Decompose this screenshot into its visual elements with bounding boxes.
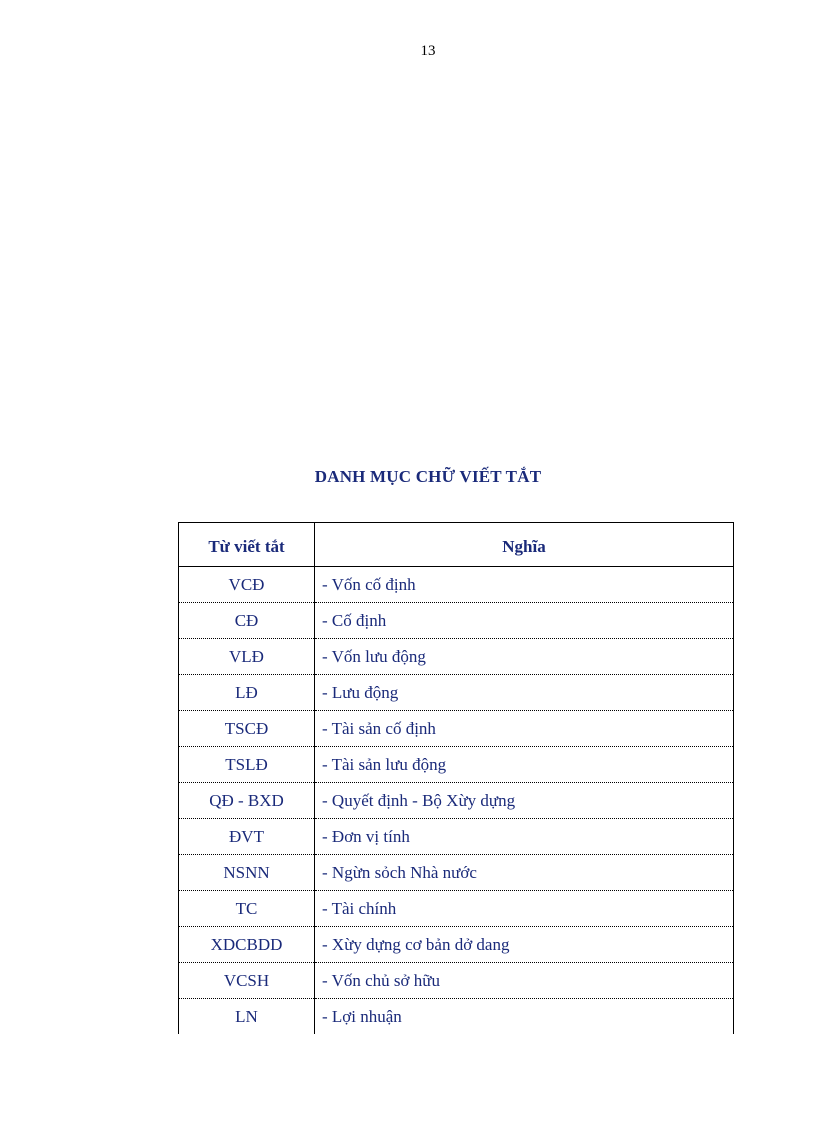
header-meaning: Nghĩa: [315, 523, 734, 567]
meaning-cell: - Tài chính: [315, 891, 734, 927]
abbr-cell: LN: [179, 999, 315, 1035]
meaning-cell: - Xừy dựng cơ bản dở dang: [315, 927, 734, 963]
abbr-cell: NSNN: [179, 855, 315, 891]
table-header-row: [179, 523, 734, 567]
table-row: [179, 639, 734, 675]
abbr-cell: TSCĐ: [179, 711, 315, 747]
document-title: DANH MỤC CHỮ VIẾT TẮT: [314, 467, 542, 486]
meaning-cell: - Lưu động: [315, 675, 734, 711]
table-row: [179, 999, 734, 1035]
meaning-cell: - Vốn lưu động: [315, 639, 734, 675]
abbr-cell: TC: [179, 891, 315, 927]
table-row: [179, 927, 734, 963]
table-row: [179, 891, 734, 927]
table-row: [179, 747, 734, 783]
abbr-cell: VCĐ: [179, 567, 315, 603]
meaning-cell: - Vốn cố định: [315, 567, 734, 603]
table-row: [179, 711, 734, 747]
table-row: [179, 963, 734, 999]
meaning-cell: - Lợi nhuận: [315, 999, 734, 1035]
meaning-cell: - Tài sản lưu động: [315, 747, 734, 783]
abbr-cell: VCSH: [179, 963, 315, 999]
abbr-cell: LĐ: [179, 675, 315, 711]
table-row: [179, 675, 734, 711]
abbr-cell: VLĐ: [179, 639, 315, 675]
table-row: [179, 603, 734, 639]
meaning-cell: - Quyết định - Bộ Xừy dựng: [315, 783, 734, 819]
abbr-cell: XDCBDD: [179, 927, 315, 963]
abbreviation-table: [178, 522, 734, 1034]
meaning-cell: - Vốn chủ sở hữu: [315, 963, 734, 999]
abbr-cell: TSLĐ: [179, 747, 315, 783]
abbr-cell: ĐVT: [179, 819, 315, 855]
table-row: [179, 567, 734, 603]
meaning-cell: - Đơn vị tính: [315, 819, 734, 855]
table-row: [179, 819, 734, 855]
meaning-cell: - Cố định: [315, 603, 734, 639]
abbr-cell: CĐ: [179, 603, 315, 639]
meaning-cell: - Tài sản cố định: [315, 711, 734, 747]
header-abbreviation: Từ viết tắt: [179, 523, 315, 567]
abbr-cell: QĐ - BXD: [179, 783, 315, 819]
page-number: 13: [420, 43, 436, 59]
table-row: [179, 783, 734, 819]
table-row: [179, 855, 734, 891]
meaning-cell: - Ngừn sỏch Nhà nước: [315, 855, 734, 891]
